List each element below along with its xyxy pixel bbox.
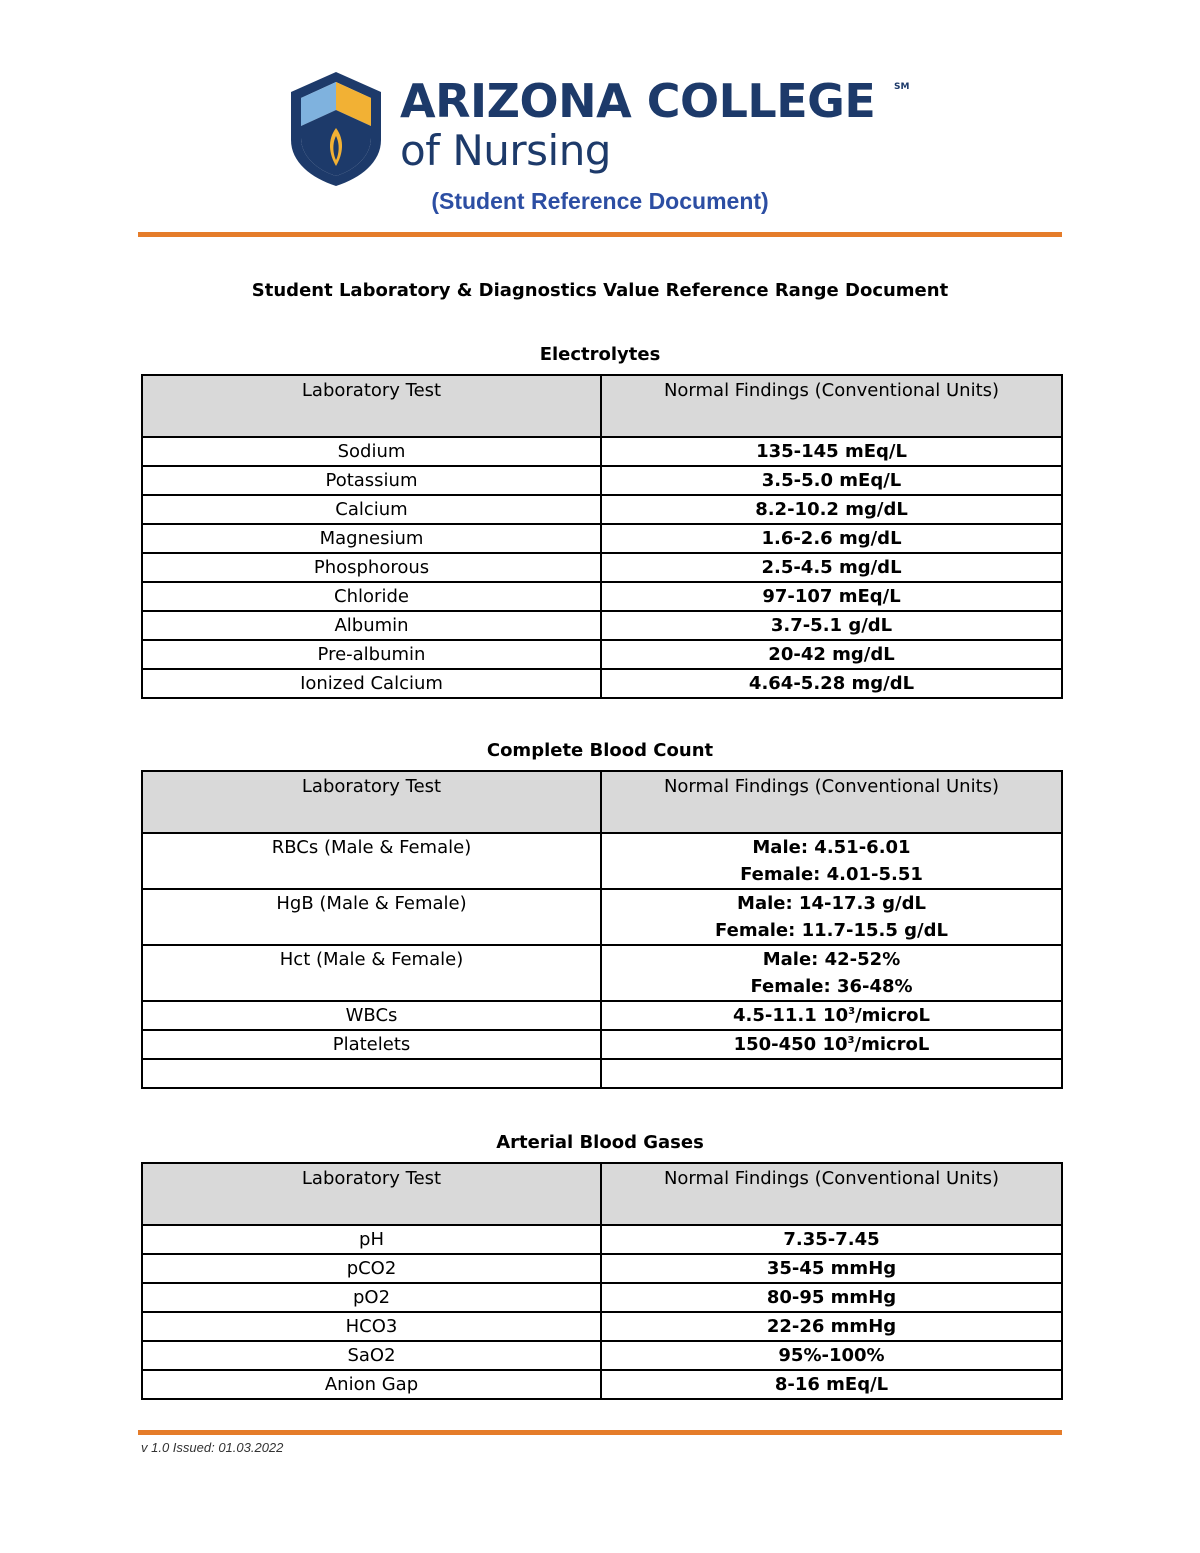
table-row — [142, 1254, 1062, 1283]
test-value: 97-107 mEq/L — [601, 582, 1062, 611]
value-male: Male: 42-52% — [762, 949, 901, 970]
abg-title: Arterial Blood Gases — [496, 1132, 704, 1153]
value-exponent: 3 — [848, 1006, 856, 1017]
table-row — [142, 524, 1062, 553]
test-name: pH — [142, 1225, 601, 1254]
test-value — [601, 889, 1062, 945]
abg-table — [141, 1162, 1063, 1400]
service-mark: SM — [894, 82, 910, 92]
value-male: Male: 4.51-6.01 — [752, 837, 911, 858]
test-name: Pre-albumin — [142, 640, 601, 669]
table-row — [142, 611, 1062, 640]
test-value: 3.5-5.0 mEq/L — [601, 466, 1062, 495]
document-header — [0, 0, 1200, 240]
test-name: pO2 — [142, 1283, 601, 1312]
column-header-test: Laboratory Test — [142, 1163, 601, 1225]
test-name: Platelets — [142, 1030, 601, 1059]
test-name: Calcium — [142, 495, 601, 524]
test-name: Phosphorous — [142, 553, 601, 582]
test-name: Albumin — [142, 611, 601, 640]
document-title: Student Laboratory & Diagnostics Value Reference Range Document — [251, 280, 949, 301]
table-row — [142, 437, 1062, 466]
test-value — [601, 833, 1062, 889]
test-value: 80-95 mmHg — [601, 1283, 1062, 1312]
electrolytes-table — [141, 374, 1063, 699]
test-value: 22-26 mmHg — [601, 1312, 1062, 1341]
table-row — [142, 582, 1062, 611]
test-value: 2.5-4.5 mg/dL — [601, 553, 1062, 582]
table-row — [142, 669, 1062, 698]
test-name: Sodium — [142, 437, 601, 466]
cbc-title: Complete Blood Count — [486, 740, 714, 761]
value-prefix: 150-450 10 — [733, 1034, 848, 1055]
table-row — [142, 945, 1062, 1001]
table-row — [142, 466, 1062, 495]
document-subtitle: (Student Reference Document) — [431, 188, 769, 214]
table-row — [142, 1312, 1062, 1341]
brand-subname: of Nursing — [400, 126, 611, 175]
test-name: RBCs (Male & Female) — [142, 833, 601, 889]
test-value — [601, 945, 1062, 1001]
electrolytes-title: Electrolytes — [539, 344, 661, 365]
table-row — [142, 1370, 1062, 1399]
test-name: WBCs — [142, 1001, 601, 1030]
test-value — [601, 1030, 1062, 1059]
table-row — [142, 1341, 1062, 1370]
test-name: Anion Gap — [142, 1370, 601, 1399]
column-header-test: Laboratory Test — [142, 375, 601, 437]
header-divider — [138, 232, 1062, 237]
column-header-findings: Normal Findings (Conventional Units) — [601, 771, 1062, 833]
version-footer: v 1.0 Issued: 01.03.2022 — [141, 1440, 284, 1455]
test-name: pCO2 — [142, 1254, 601, 1283]
test-value: 20-42 mg/dL — [601, 640, 1062, 669]
brand-name: ARIZONA COLLEGE — [400, 74, 876, 128]
test-name: HgB (Male & Female) — [142, 889, 601, 945]
column-header-test: Laboratory Test — [142, 771, 601, 833]
empty-cell — [601, 1059, 1062, 1088]
value-female: Female: 4.01-5.51 — [740, 864, 923, 885]
cbc-table — [141, 770, 1063, 1089]
table-header-row — [142, 375, 1062, 437]
table-row — [142, 553, 1062, 582]
test-value: 135-145 mEq/L — [601, 437, 1062, 466]
footer-divider — [138, 1430, 1062, 1435]
value-suffix: /microL — [854, 1034, 930, 1055]
column-header-findings: Normal Findings (Conventional Units) — [601, 1163, 1062, 1225]
table-row — [142, 1001, 1062, 1030]
test-value: 95%-100% — [601, 1341, 1062, 1370]
column-header-findings: Normal Findings (Conventional Units) — [601, 375, 1062, 437]
table-row — [142, 495, 1062, 524]
table-row — [142, 1225, 1062, 1254]
table-header-row — [142, 1163, 1062, 1225]
table-row — [142, 1030, 1062, 1059]
test-value: 35-45 mmHg — [601, 1254, 1062, 1283]
empty-cell — [142, 1059, 601, 1088]
test-name: Chloride — [142, 582, 601, 611]
test-value: 7.35-7.45 — [601, 1225, 1062, 1254]
test-value: 3.7-5.1 g/dL — [601, 611, 1062, 640]
value-female: Female: 36-48% — [750, 976, 913, 997]
test-value — [601, 1001, 1062, 1030]
test-value: 8-16 mEq/L — [601, 1370, 1062, 1399]
table-row — [142, 889, 1062, 945]
test-value: 4.64-5.28 mg/dL — [601, 669, 1062, 698]
table-row — [142, 640, 1062, 669]
test-name: Hct (Male & Female) — [142, 945, 601, 1001]
value-suffix: /microL — [855, 1005, 930, 1026]
test-name: Potassium — [142, 466, 601, 495]
test-name: HCO3 — [142, 1312, 601, 1341]
value-prefix: 4.5-11.1 10 — [733, 1005, 849, 1026]
test-name: Magnesium — [142, 524, 601, 553]
test-value: 8.2-10.2 mg/dL — [601, 495, 1062, 524]
value-male: Male: 14-17.3 g/dL — [737, 893, 926, 914]
test-value: 1.6-2.6 mg/dL — [601, 524, 1062, 553]
value-exponent: 3 — [847, 1035, 855, 1046]
table-row — [142, 1283, 1062, 1312]
college-shield-logo-icon — [289, 70, 383, 188]
test-name: SaO2 — [142, 1341, 601, 1370]
value-female: Female: 11.7-15.5 g/dL — [715, 920, 948, 941]
table-header-row — [142, 771, 1062, 833]
empty-table-row — [142, 1059, 1062, 1088]
table-row — [142, 833, 1062, 889]
test-name: Ionized Calcium — [142, 669, 601, 698]
